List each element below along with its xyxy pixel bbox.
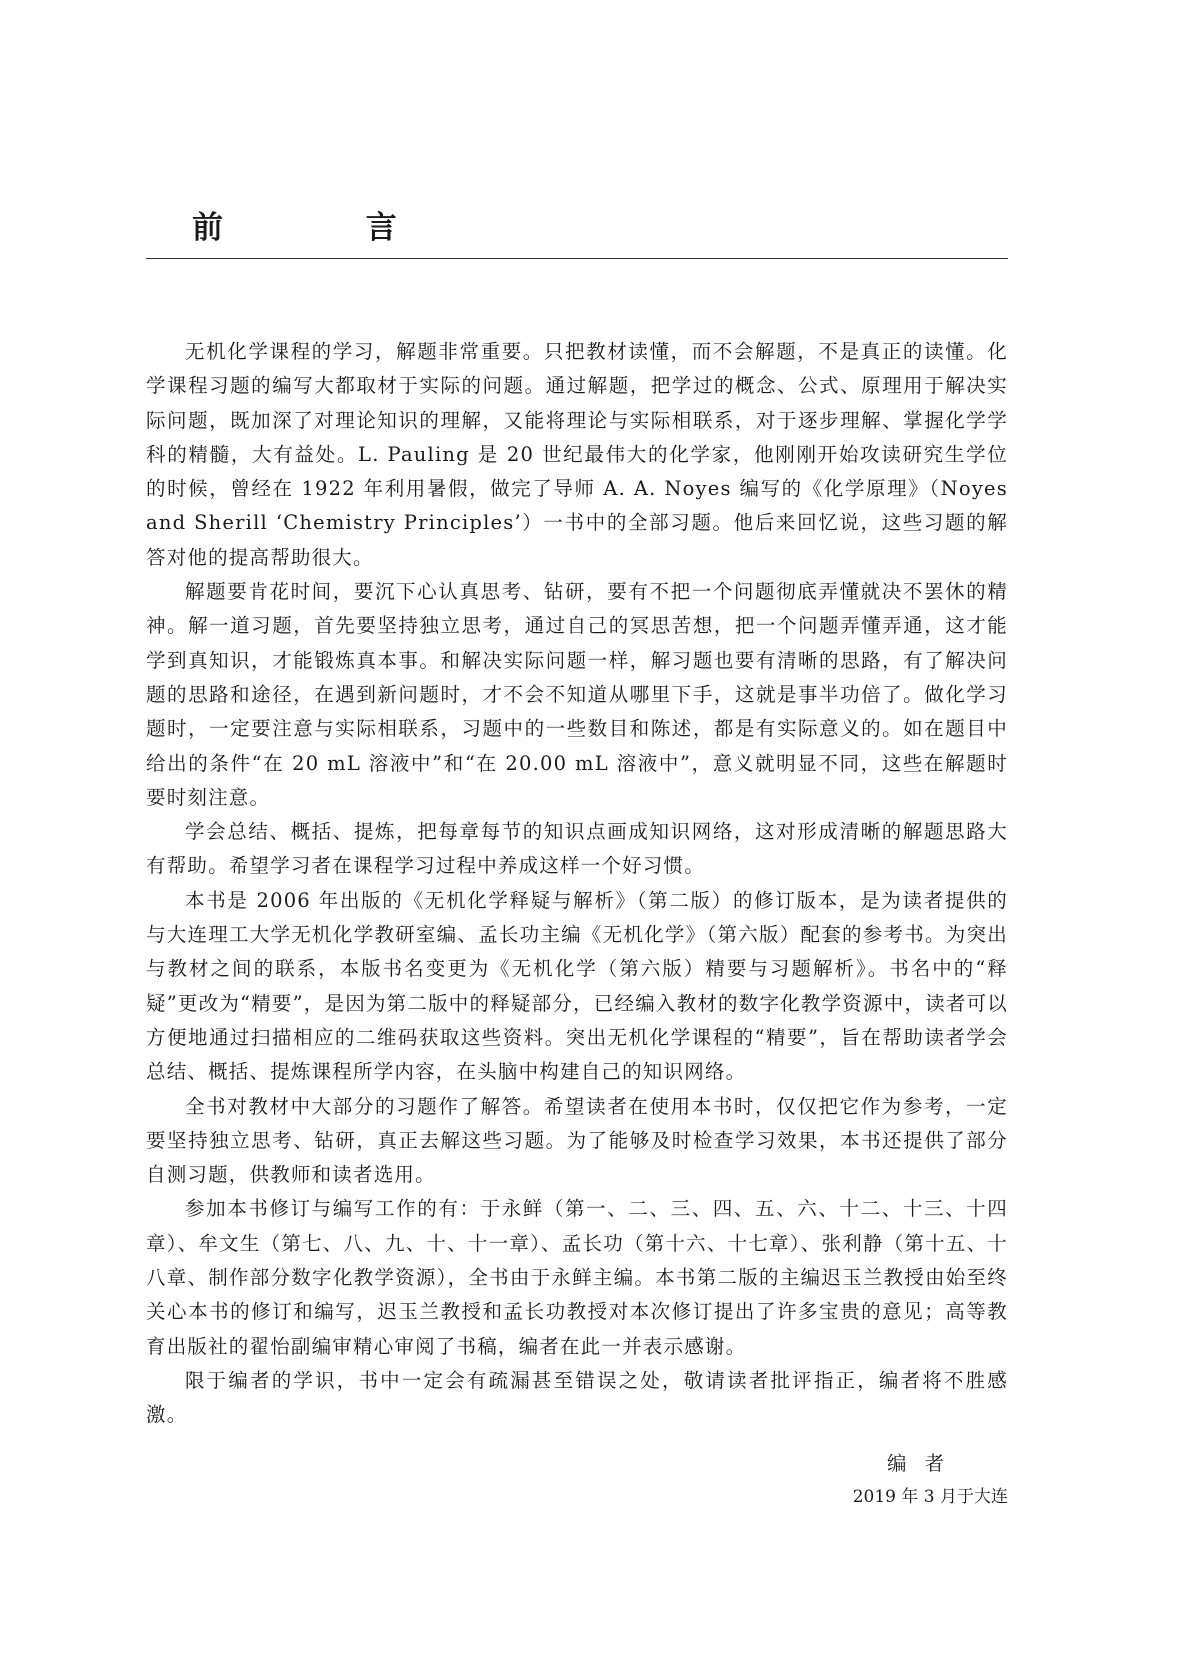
paragraph-1: 无机化学课程的学习，解题非常重要。只把教材读懂，而不会解题，不是真正的读懂。化学课程习题的编写大都取材于实际的问题。通过解题，把学过的概念、公式、原理用于解决实际问题，既加深了对理论知识的理解，又能将理论与实际相联系，对于逐步理解、掌握化学学科的精髓，大有益处。L. Pauling 是 20 世纪最伟大的化学家，他刚刚开始攻读研究生学位的时候，曾经在 1922 年利用暑假，做完了导师 A. A. Noyes 编写的《化学原理》（Noyes and Sherill ‘Chemistry Principles’）一书中的全部习题。他后来回忆说，这些习题的解答对他的提高帮助很大。 xyxy=(146,340,1008,569)
paragraph-6: 参加本书修订与编写工作的有：于永鲜（第一、二、三、四、五、六、十二、十三、十四章）、牟文生（第七、八、九、十、十一章）、孟长功（第十六、十七章）、张利静（第十五、十八章、制作部分数字化教学资源），全书由于永鲜主编。本书第二版的主编迟玉兰教授由始至终关心本书的修订和编写，迟玉兰教授和孟长功教授对本次修订提出了许多宝贵的意见；高等教育出版社的翟怡副编审精心审阅了书稿，编者在此一并表示感谢。 xyxy=(146,1197,1008,1358)
paragraph-4: 本书是 2006 年出版的《无机化学释疑与解析》（第二版）的修订版本，是为读者提供的与大连理工大学无机化学教研室编、孟长功主编《无机化学》（第六版）配套的参考书。为突出与教材之间的联系，本版书名变更为《无机化学（第六版）精要与习题解析》。书名中的“释疑”更改为“精要”，是因为第二版中的释疑部分，已经编入教材的数字化教学资源中，读者可以方便地通过扫描相应的二维码获取这些资料。突出无机化学课程的“精要”，旨在帮助读者学会总结、概括、提炼课程所学内容，在头脑中构建自己的知识网络。 xyxy=(146,888,1008,1084)
preface-body xyxy=(146,335,1008,1433)
paragraph-7: 限于编者的学识，书中一定会有疏漏甚至错误之处，敬请读者批评指正，编者将不胜感激。 xyxy=(146,1368,1008,1427)
preface-page xyxy=(146,0,1008,1675)
paragraph-3: 学会总结、概括、提炼，把每章每节的知识点画成知识网络，这对形成清晰的解题思路大有帮助。希望学习者在课程学习过程中养成这样一个好习惯。 xyxy=(146,820,1008,878)
page-title: 前 言 xyxy=(192,210,463,246)
signature-date: 2019 年 3 月于大连 xyxy=(852,1487,1008,1507)
title-divider xyxy=(146,258,1008,259)
paragraph-5: 全书对教材中大部分的习题作了解答。希望读者在使用本书时，仅仅把它作为参考，一定要坚持独立思考、钻研，真正去解这些习题。为了能够及时检查学习效果，本书还提供了部分自测习题，供教师和读者选用。 xyxy=(146,1094,1008,1187)
author-signature: 编者 xyxy=(886,1452,962,1475)
paragraph-2: 解题要肯花时间，要沉下心认真思考、钻研，要有不把一个问题彻底弄懂就决不罢休的精神。解一道习题，首先要坚持独立思考，通过自己的冥思苦想，把一个问题弄懂弄通，这才能学到真知识，才能锻炼真本事。和解决实际问题一样，解习题也要有清晰的思路，有了解决问题的思路和途径，在遇到新问题时，才不会不知道从哪里下手，这就是事半功倍了。做化学习题时，一定要注意与实际相联系，习题中的一些数目和陈述，都是有实际意义的。如在题目中给出的条件“在 20 mL 溶液中”和“在 20.00 mL 溶液中”，意义就明显不同，这些在解题时要时刻注意。 xyxy=(146,580,1008,809)
